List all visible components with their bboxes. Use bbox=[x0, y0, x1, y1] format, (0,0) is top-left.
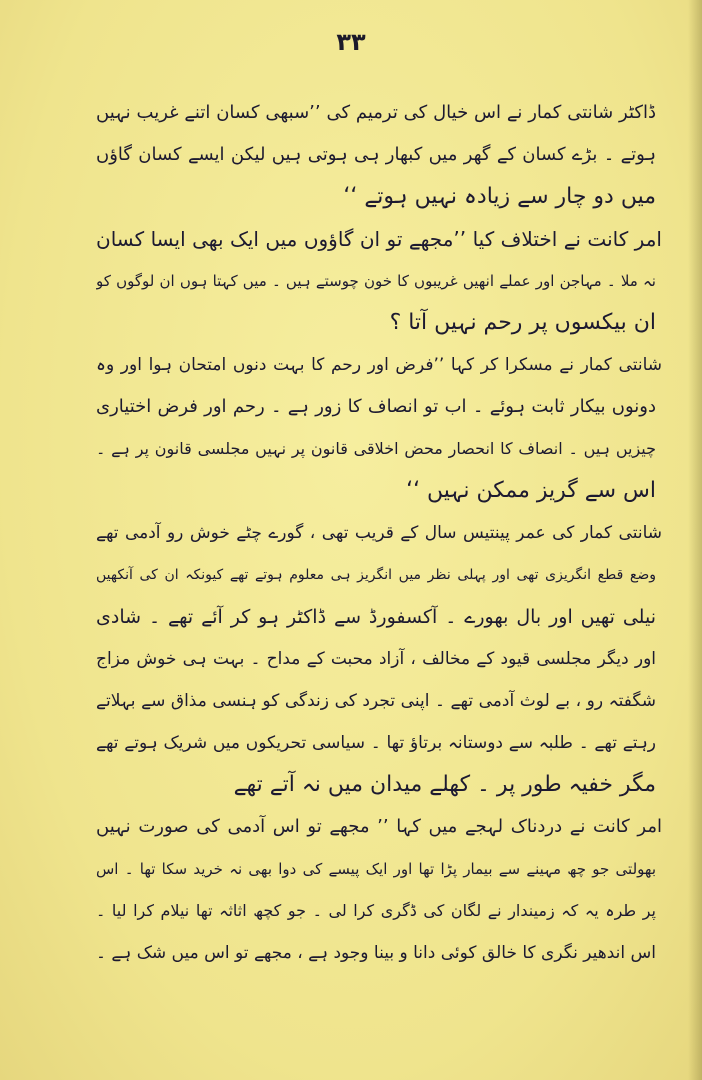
text-line: شانتی کمار نے مسکرا کر کہا ’’فرض اور رحم کا بہت دنوں امتحان ہوا اور وہ bbox=[96, 355, 662, 375]
text-line: مگر خفیہ طور پر ۔ کھلے میدان میں نہ آتے تھے bbox=[233, 772, 656, 797]
text-line: بھولتی جو چھ مہینے سے بیمار پڑا تھا اور ایک پیسے کی دوا بھی نہ خرید سکا تھا ۔ اس bbox=[96, 860, 656, 878]
text-line: چیزیں ہیں ۔ انصاف کا انحصار محض اخلاقی قانون پر نہیں مجلسی قانون پر ہے ۔ bbox=[96, 439, 656, 458]
text-line: شانتی کمار کی عمر پینتیس سال کے قریب تھی ، گورے چٹے خوش رو آدمی تھے bbox=[96, 523, 662, 543]
page-number: ۳۳ bbox=[336, 28, 366, 56]
text-line: نہ ملا ۔ مہاجن اور عملے انھیں غریبوں کا خون چوستے ہیں ۔ میں کہتا ہوں ان لوگوں کو bbox=[96, 272, 656, 290]
text-line: شگفتہ رو ، بے لوث آدمی تھے ۔ اپنی تجرد کی زندگی کو ہنسی مذاق سے بہلاتے bbox=[96, 691, 656, 711]
text-line: امر کانت نے اختلاف کیا ’’مجھے تو ان گاؤوں میں ایک بھی ایسا کسان bbox=[96, 227, 662, 251]
text-line: ان بیکسوں پر رحم نہیں آتا ؟ bbox=[389, 310, 656, 335]
text-line: اور دیگر مجلسی قیود کے مخالف ، آزاد محبت کے مداح ۔ بہت ہی خوش مزاج bbox=[96, 649, 656, 669]
text-line: دونوں بیکار ثابت ہوئے ۔ اب تو انصاف کا زور ہے ۔ رحم اور فرض اختیاری bbox=[96, 396, 656, 417]
text-line: رہتے تھے ۔ طلبہ سے دوستانہ برتاؤ تھا ۔ سیاسی تحریکوں میں شریک ہوتے تھے bbox=[96, 733, 656, 753]
text-line: امر کانت نے دردناک لہجے میں کہا ’’ مجھے تو اس آدمی کی صورت نہیں bbox=[96, 816, 662, 837]
text-line: اس سے گریز ممکن نہیں ‘‘ bbox=[406, 478, 656, 503]
text-line: نیلی تھیں اور بال بھورے ۔ آکسفورڈ سے ڈاکٹر ہو کر آئے تھے ۔ شادی bbox=[96, 606, 656, 628]
text-line: میں دو چار سے زیادہ نہیں ہوتے ‘‘ bbox=[343, 184, 656, 209]
body-text bbox=[96, 92, 662, 974]
text-line: اس اندھیر نگری کا خالق کوئی دانا و بینا وجود ہے ، مجھے تو اس میں شک ہے ۔ bbox=[96, 943, 656, 963]
text-line: ڈاکٹر شانتی کمار نے اس خیال کی ترمیم کی ’’سبھی کسان اتنے غریب نہیں bbox=[96, 102, 656, 123]
text-line: ہوتے ۔ بڑے کسان کے گھر میں کبھار ہی ہوتی ہیں لیکن ایسے کسان گاؤں bbox=[96, 144, 656, 165]
text-line: وضع قطع انگریزی تھی اور پہلی نظر میں انگریز ہی معلوم ہوتے تھے کیونکہ ان کی آنکھیں bbox=[96, 567, 656, 583]
text-line: پر طرہ یہ کہ زمیندار نے لگان کی ڈگری کرا لی ۔ جو کچھ اثاثہ تھا نیلام کرا لیا ۔ bbox=[96, 901, 656, 920]
page-edge-shadow bbox=[688, 0, 702, 1080]
